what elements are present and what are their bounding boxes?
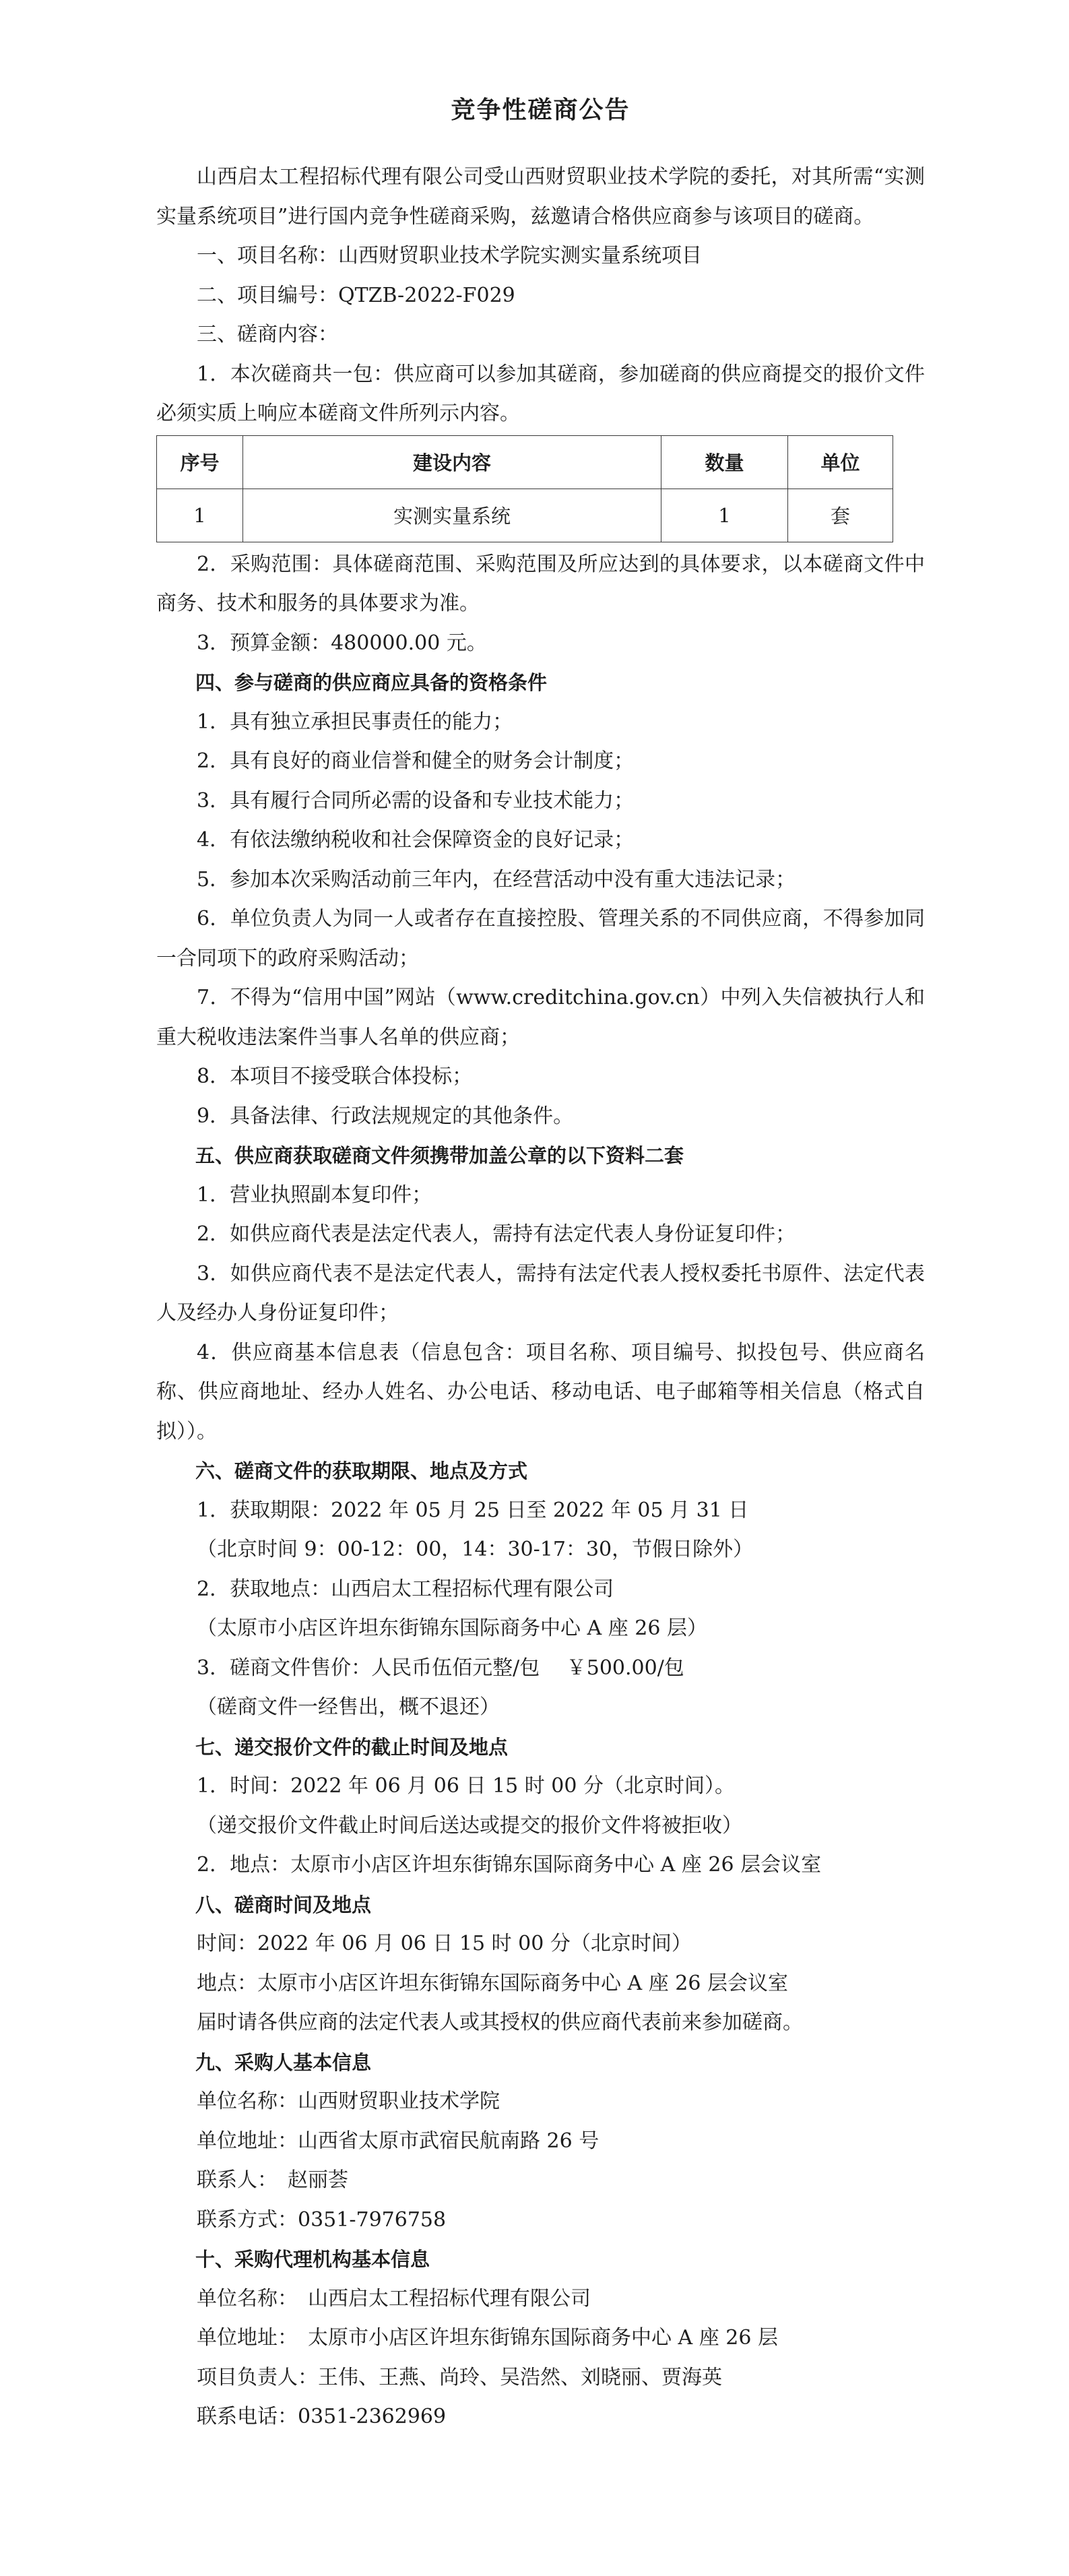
- submission-location: 2．地点：太原市小店区许坦东街锦东国际商务中心 A 座 26 层会议室: [197, 1853, 822, 1877]
- section-4-heading: 四、参与磋商的供应商应具备的资格条件: [195, 671, 548, 694]
- list-item: 单位名称： 山西启太工程招标代理有限公司: [197, 2286, 591, 2311]
- acquisition-hours-note: （北京时间 9：00-12：00，14：30-17：30，节假日除外）: [197, 1538, 754, 1561]
- table-header-cell: 单位: [788, 435, 893, 489]
- list-item: 3．具有履行合同所必需的设备和专业技术能力；: [197, 788, 635, 813]
- table-cell: 1: [661, 489, 788, 542]
- list-item: 1．具有独立承担民事责任的能力；: [197, 710, 513, 734]
- table-header-cell: 建设内容: [243, 435, 661, 489]
- list-item: 7．不得为“信用中国”网站（www.creditchina.gov.cn）中列入失信被执行人和重大税收违法案件当事人名单的供应商；: [156, 986, 925, 1049]
- table-cell: 实测实量系统: [243, 489, 661, 542]
- list-item: 9．具备法律、行政法规规定的其他条件。: [197, 1104, 574, 1128]
- page-title: 竞争性磋商公告: [451, 96, 630, 124]
- list-item: 4．供应商基本信息表（信息包含：项目名称、项目编号、拟投包号、供应商名称、供应商地址、经办人姓名、办公电话、移动电话、电子邮箱等相关信息（格式自拟））。: [156, 1340, 925, 1443]
- section-3-item-3: 3．预算金额：480000.00 元。: [197, 631, 487, 655]
- deadline-time: 1．时间：2022 年 06 月 06 日 15 时 00 分（北京时间）。: [197, 1774, 735, 1798]
- list-item: 地点：太原市小店区许坦东街锦东国际商务中心 A 座 26 层会议室: [197, 1971, 788, 1995]
- section-3-item-2: 2．采购范围：具体磋商范围、采购范围及所应达到的具体要求，以本磋商文件中商务、技术和服务的具体要求为准。: [156, 552, 925, 615]
- project-number: 二、项目编号：QTZB-2022-F029: [197, 283, 515, 307]
- section-7-heading: 七、递交报价文件的截止时间及地点: [195, 1735, 509, 1759]
- list-item: 单位名称：山西财贸职业技术学院: [197, 2090, 500, 2113]
- list-item: 届时请各供应商的法定代表人或其授权的供应商代表前来参加磋商。: [197, 2011, 803, 2034]
- document-price: 3．磋商文件售价：人民币伍佰元整/包 ￥500.00/包: [197, 1656, 684, 1680]
- no-refund-note: （磋商文件一经售出，概不退还）: [197, 1695, 500, 1719]
- section-9-heading: 九、采购人基本信息: [195, 2050, 372, 2074]
- list-item: 2．如供应商代表是法定代表人，需持有法定代表人身份证复印件；: [197, 1222, 796, 1246]
- table-header-cell: 序号: [157, 435, 243, 489]
- section-3-item-1: 1．本次磋商共一包：供应商可以参加其磋商，参加磋商的供应商提交的报价文件必须实质上响应本磋商文件所列示内容。: [156, 362, 925, 425]
- table-cell: 1: [157, 489, 243, 542]
- table-header-row: [157, 435, 893, 489]
- list-item: 5．参加本次采购活动前三年内，在经营活动中没有重大违法记录；: [197, 867, 796, 891]
- list-item: 6．单位负责人为同一人或者存在直接控股、管理关系的不同供应商，不得参加同一合同项下的政府采购活动；: [156, 907, 925, 970]
- section-5-heading: 五、供应商获取磋商文件须携带加盖公章的以下资料二套: [195, 1144, 684, 1167]
- deadline-note: （递交报价文件截止时间后送达或提交的报价文件将被拒收）: [197, 1813, 742, 1837]
- project-name: 一、项目名称：山西财贸职业技术学院实测实量系统项目: [197, 244, 702, 268]
- list-item: 时间：2022 年 06 月 06 日 15 时 00 分（北京时间）: [197, 1932, 692, 1955]
- content-table: [156, 435, 893, 542]
- list-item: 1．营业执照副本复印件；: [197, 1183, 432, 1207]
- list-item: 3．如供应商代表不是法定代表人，需持有法定代表人授权委托书原件、法定代表人及经办人身份证复印件；: [156, 1261, 925, 1325]
- list-item: 联系人： 赵丽荟: [197, 2168, 348, 2192]
- acquisition-period: 1．获取期限：2022 年 05 月 25 日至 2022 年 05 月 31 日: [197, 1498, 749, 1522]
- section-8-heading: 八、磋商时间及地点: [195, 1893, 372, 1916]
- section-10-heading: 十、采购代理机构基本信息: [195, 2248, 430, 2271]
- list-item: 联系方式：0351-7976758: [197, 2207, 447, 2232]
- list-item: 项目负责人：王伟、王燕、尚玲、吴浩然、刘晓丽、贾海英: [197, 2365, 722, 2389]
- list-item: 8．本项目不接受联合体投标；: [197, 1065, 473, 1088]
- list-item: 联系电话：0351-2362969: [197, 2405, 447, 2428]
- section-6-heading: 六、磋商文件的获取期限、地点及方式: [195, 1459, 528, 1482]
- intro-paragraph: 山西启太工程招标代理有限公司受山西财贸职业技术学院的委托，对其所需“实测实量系统项目”进行国内竞争性磋商采购，兹邀请合格供应商参与该项目的磋商。: [156, 165, 925, 228]
- acquisition-location: 2．获取地点：山西启太工程招标代理有限公司: [197, 1577, 614, 1601]
- table-row: [157, 489, 893, 542]
- list-item: 单位地址： 太原市小店区许坦东街锦东国际商务中心 A 座 26 层: [197, 2326, 778, 2350]
- list-item: 单位地址：山西省太原市武宿民航南路 26 号: [197, 2129, 600, 2153]
- list-item: 4．有依法缴纳税收和社会保障资金的良好记录；: [197, 828, 635, 852]
- section-3-heading: 三、磋商内容：: [197, 323, 338, 346]
- table-header-cell: 数量: [661, 435, 788, 489]
- table-cell: 套: [788, 489, 893, 542]
- acquisition-address-note: （太原市小店区许坦东街锦东国际商务中心 A 座 26 层）: [197, 1616, 707, 1640]
- list-item: 2．具有良好的商业信誉和健全的财务会计制度；: [197, 749, 635, 773]
